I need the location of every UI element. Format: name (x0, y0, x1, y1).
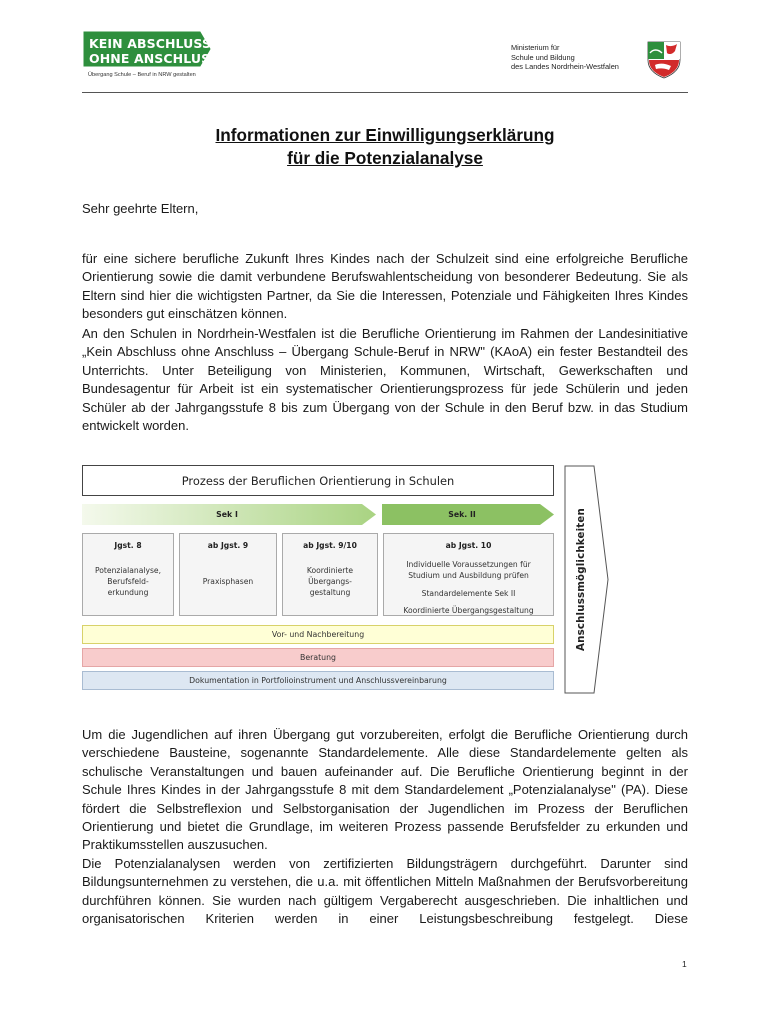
nrw-coat-of-arms-icon (644, 39, 684, 79)
stage-line: Koordinierte (306, 566, 354, 575)
ministry-line-2: Schule und Bildung (511, 52, 575, 62)
header-divider (82, 92, 688, 93)
stage-head: ab Jgst. 10 (445, 541, 492, 550)
stage-body (180, 576, 276, 587)
outcomes-label: Anschlussmöglichkeiten (575, 508, 587, 651)
stage-head: ab Jgst. 9 (207, 541, 249, 550)
logo-tagline: Übergang Schule – Beruf in NRW gestalten (88, 72, 196, 78)
salutation: Sehr geehrte Eltern, (82, 201, 199, 216)
paragraph-1: für eine sichere berufliche Zukunft Ihres Kindes nach der Schulzeit sind eine erfolgreiche Berufliche Orientierung sowie die damit verbundene Berufswahlentscheidung von besonderer Bedeutung. Sie als Eltern sind hier die wichtigsten Partner, da Sie die Interessen, Potenziale und Fähigkeiten Ihres Kindes besonders gut einschätzen können. (82, 251, 688, 322)
paragraph-2: An den Schulen in Nordrhein-Westfalen ist die Berufliche Orientierung im Rahmen der Landesinitiative „Kein Abschluss ohne Anschluss – Übergang Schule-Beruf in NRW" (KAoA) ein fester Bestandteil des Unterrichts. Unter Beteiligung von Ministerien, Kommunen, Wirtschaft, Gewerkschaften und Bundesagentur für Arbeit ist ein systematischer Orientierungsprozess für jede Schülerin und jeden Schüler ab der Jahrgangsstufe 8 bis zum Übergang von der Schule in den Beruf bzw. in das Studium entwickelt worden. (82, 326, 688, 434)
outcomes-label-wrap (566, 465, 596, 694)
stage-body (384, 559, 553, 581)
stage-box-jgst-9 (179, 533, 277, 616)
stage-box-jgst-10 (383, 533, 554, 616)
stage-head: ab Jgst. 9/10 (303, 541, 357, 550)
stage-row: Koordinierte Übergangsgestaltung (403, 606, 534, 615)
ministry-line-1: Ministerium für (511, 43, 560, 52)
logo-line-2: OHNE ANSCHLUSS (89, 51, 219, 66)
stage-line: Übergangs- (308, 577, 352, 586)
stage-row: Standardelemente Sek II (421, 589, 516, 598)
diagram-title: Prozess der Beruflichen Orientierung in Schulen (82, 465, 554, 496)
stage-line: Praxisphasen (202, 577, 254, 586)
paragraph-4: Die Potenzialanalysen werden von zertifizierten Bildungsträgern durchgeführt. Darunter sind Bildungsunternehmen zu verstehen, die u.a. mit öffentlichen Mitteln Maßnahmen der Berufsvorbereitung durchführen können. Sie wurden nach gültigem Vergaberecht ausgeschrieben. Die inhaltlichen und organisatorischen Kriterien werden in einer Leistungsbeschreibung festgelegt. Diese (82, 856, 688, 927)
logo-line-1: KEIN ABSCHLUSS (89, 36, 212, 51)
title-line-2: für die Potenzialanalyse (287, 148, 483, 168)
band-preparation: Vor- und Nachbereitung (82, 625, 554, 644)
kaoa-logo (82, 30, 219, 84)
ministry-name (511, 43, 619, 72)
ministry-line-3: des Landes Nordrhein-Westfalen (511, 62, 619, 71)
stage-line: erkundung (107, 588, 149, 597)
stage-line: Berufsfeld- (107, 577, 149, 586)
stage-line: Individuelle Voraussetzungen für (406, 560, 531, 569)
stage-body (83, 565, 173, 598)
page-number: 1 (682, 959, 687, 969)
band-documentation: Dokumentation in Portfolioinstrument und Anschlussvereinbarung (82, 671, 554, 690)
sek1-arrow (82, 502, 378, 527)
stage-line: Studium und Ausbildung prüfen (408, 571, 529, 580)
stage-line: gestaltung (309, 588, 351, 597)
stage-box-jgst-8 (82, 533, 174, 616)
stage-body (283, 565, 377, 598)
stage-line: Potenzialanalyse, (94, 566, 162, 575)
title-line-1: Informationen zur Einwilligungserklärung (215, 125, 555, 145)
process-diagram (80, 465, 610, 697)
sek1-label: Sek I (216, 510, 238, 519)
paragraph-3: Um die Jugendlichen auf ihren Übergang gut vorzubereiten, erfolgt die Berufliche Orientierung durch verschiedene Bausteine, sogenannte Standardelemente. Alle diese Standardelemente gelten als schulische Veranstaltungen und bauen aufeinander auf. Die Berufliche Orientierung beginnt in der Schule Ihres Kindes in der Jahrgangsstufe 8 mit dem Standardelement „Potenzialanalyse" (PA). Diese fördert die Selbstreflexion und Selbstorganisation der Jugendlichen im Prozess der Beruflichen Orientierung und bietet die Grundlage, im weiteren Prozess passende Berufsfelder zu erkunden und Praktikumsstellen auszusuchen. (82, 727, 688, 853)
band-counselling: Beratung (82, 648, 554, 667)
document-title (82, 124, 688, 170)
sek2-arrow (382, 502, 556, 527)
sek2-label: Sek. II (448, 510, 476, 519)
stage-box-jgst-9-10 (282, 533, 378, 616)
stage-head: Jgst. 8 (114, 541, 142, 550)
